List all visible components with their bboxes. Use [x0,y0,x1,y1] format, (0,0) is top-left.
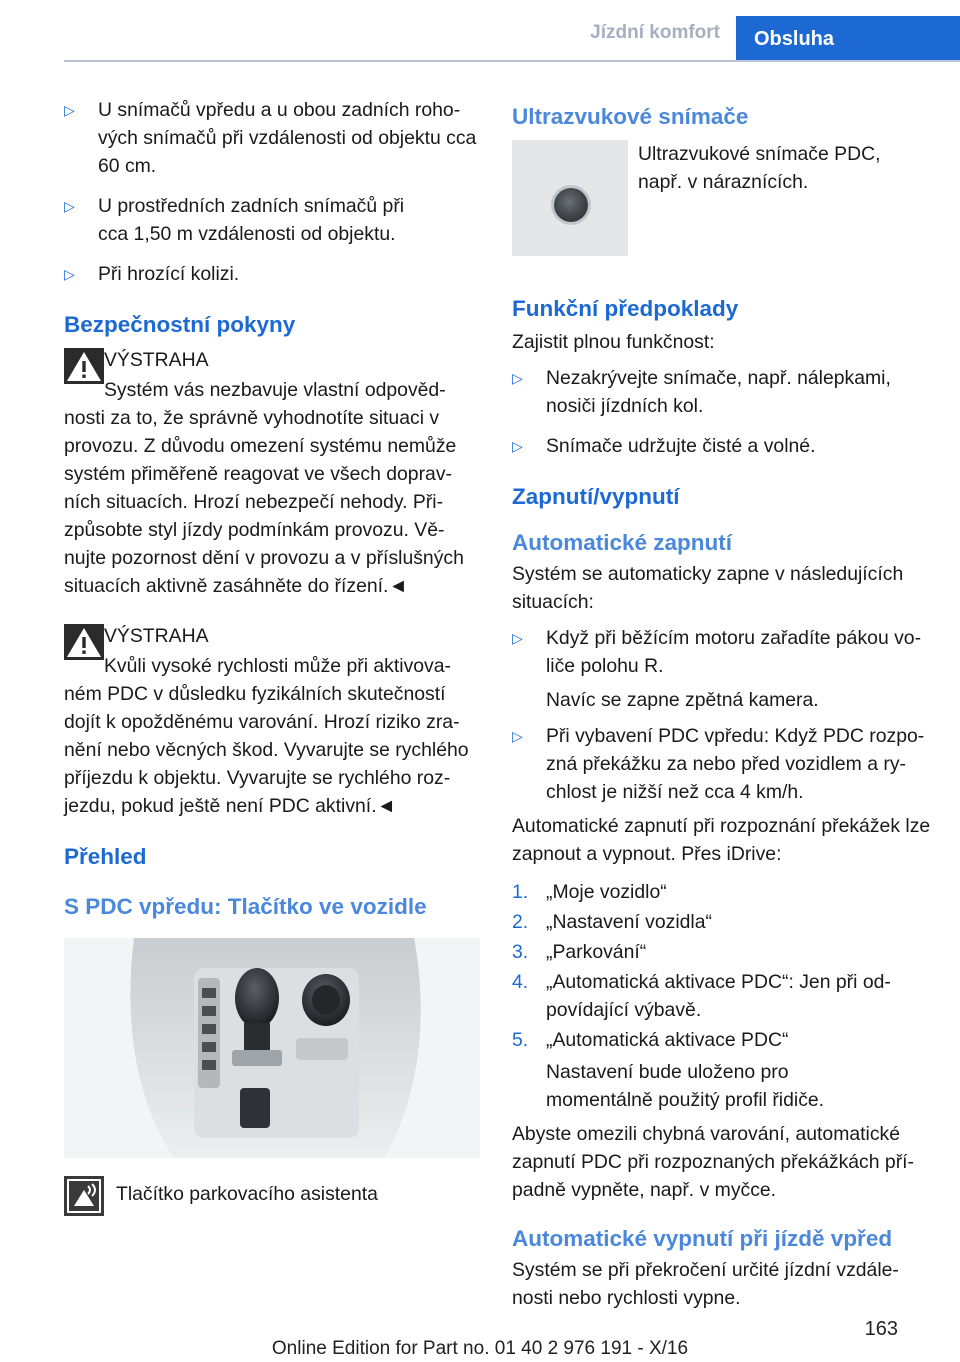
step-number: 2. [512,911,529,933]
warning-triangle-icon [64,624,104,660]
safety-heading: Bezpečnostní pokyny [64,312,296,337]
warning-block [64,622,484,820]
false-alarm-text: Abyste omezili chybná varování, automatické zapnutí PDC při rozpoznaných překážkách pří-padně vypněte, např. v myčce. [512,1123,915,1201]
triangle-bullet-icon: ▷ [64,266,75,282]
header-rule [64,60,960,62]
warning-text: ném PDC v důsledku fyzikálních skutečností dojít k opožděnému varování. Hrozí riziko zra-nění nebo věcných škod. Vyvarujte se rychlého příjezdu k objektu. Vyvarujte se rychlého roz-jezdu, pokud ještě není PDC aktivní.◄ [64,683,469,817]
edition-footer: Online Edition for Part no. 01 40 2 976 191 - X/16 [271,1338,689,1359]
warning-text: Kvůli vysoké rychlosti může při aktivova- [104,655,451,677]
list-item-extra: Navíc se zapne zpětná kamera. [546,689,819,711]
list-item: ▷ Když při běžícím motoru zařadíte pákou vo-liče polohu R. [512,624,932,680]
left-column [64,96,484,1220]
warning-block [64,346,484,600]
warning-title: VÝSTRAHA [104,625,209,647]
list-item: ▷ Při hrozící kolizi. [64,260,484,288]
step-item: 3. „Parkování“ [512,938,932,966]
center-console-image [64,938,480,1158]
center-console-photo [64,938,480,1158]
step-number: 1. [512,881,529,903]
list-item: ▷ Nezakrývejte snímače, např. nálepkami, nosiči jízdních kol. [512,364,932,420]
sensors-text: Ultrazvukové snímače PDC, např. v náraznících. [638,143,881,193]
list-item: ▷ Při vybavení PDC vpředu: Když PDC rozpo-zná překážku za nebo před vozidlem a ry-chlost je nižší než cca 4 km/h. [512,722,932,806]
page-header [0,0,960,62]
idrive-text: Automatické zapnutí při rozpoznání překážek lze zapnout a vypnout. Přes iDrive: [512,815,931,865]
chapter-tab[interactable]: Obsluha [736,16,960,60]
triangle-bullet-icon: ▷ [512,438,523,454]
triangle-bullet-icon: ▷ [512,370,523,386]
auto-off-heading: Automatické vypnutí při jízdě vpřed [512,1226,893,1251]
list-item: ▷ U prostředních zadních snímačů při cca 1,50 m vzdálenosti od objektu. [64,192,484,248]
triangle-bullet-icon: ▷ [64,102,75,118]
sensor-icon [554,188,588,222]
step-item: 1. „Moje vozidlo“ [512,878,932,906]
step-extra: Nastavení bude uloženo pro momentálně použitý profil řidiče. [546,1061,825,1111]
step-number: 5. [512,1029,529,1051]
parking-assistant-button-icon [64,1176,104,1216]
warning-text: Systém vás nezbavuje vlastní odpověd- [104,379,446,401]
warning-triangle-icon [64,348,104,384]
right-column [512,96,932,1312]
list-item: ▷ Snímače udržujte čisté a volné. [512,432,932,460]
auto-off-text: Systém se při překročení určité jízdní vzdále-nosti nebo rychlosti vypne. [512,1259,899,1309]
warning-title: VÝSTRAHA [104,349,209,371]
triangle-bullet-icon: ▷ [64,198,75,214]
auto-on-intro: Systém se automaticky zapne v následujících situacích: [512,563,904,613]
warning-text: nosti za to, že správně vyhodnotíte situaci v provozu. Z důvodu omezení systému nemůže systém přiměřeně reagovat ve všech doprav-ních situacích. Hrozí nebezpečí nehody. Při-způsobte styl jízdy podmínkám provozu. Vě-nujte pozornost dění v provozu a v příslušných situacích aktivně zasáhněte do řízení.◄ [64,407,464,597]
step-item: 2. „Nastavení vozidla“ [512,908,932,936]
list-item: ▷ U snímačů vpředu a u obou zadních roho-vých snímačů při vzdálenosti od objektu cca 60 cm. [64,96,484,180]
triangle-bullet-icon: ▷ [512,728,523,744]
step-item: 5. „Automatická aktivace PDC“ [512,1026,932,1054]
overview-heading: Přehled [64,844,147,869]
step-number: 4. [512,971,529,993]
button-caption: Tlačítko parkovacího asistenta [116,1183,378,1205]
onoff-heading: Zapnutí/vypnutí [512,484,680,509]
auto-on-heading: Automatické zapnutí [512,530,733,555]
sensors-heading: Ultrazvukové snímače [512,104,749,129]
page-number: 163 [864,1318,898,1340]
pdc-front-heading: S PDC vpředu: Tlačítko ve vozidle [64,894,427,919]
section-tab[interactable]: Jízdní komfort [590,22,720,43]
step-number: 3. [512,941,529,963]
button-caption-row [64,1176,484,1220]
sensor-figure [512,140,932,270]
ultrasonic-sensor-image [512,140,628,256]
prereq-heading: Funkční předpoklady [512,296,739,321]
step-item: 4. „Automatická aktivace PDC“: Jen při od-povídající výbavě. [512,968,932,1024]
triangle-bullet-icon: ▷ [512,630,523,646]
prereq-intro: Zajistit plnou funkčnost: [512,331,715,353]
